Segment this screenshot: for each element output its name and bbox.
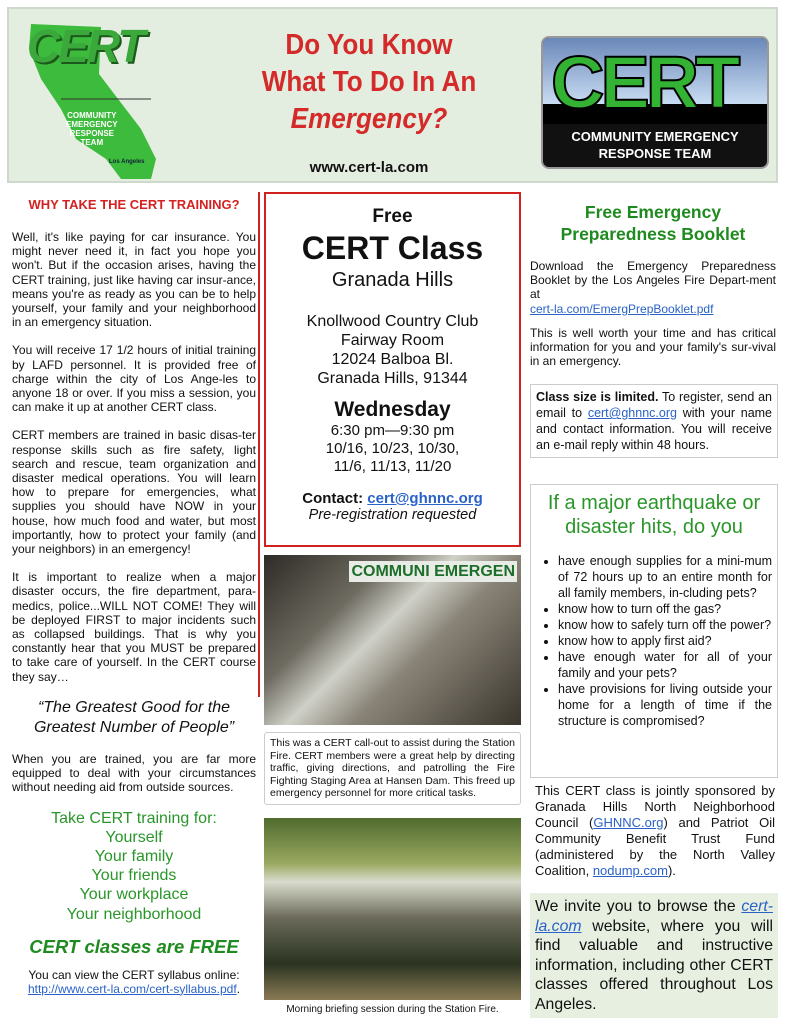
photo-briefing [264,818,521,1000]
list-item: • have provisions for living outside your home for a length of time if the structure is compromised? [558,681,772,729]
paragraph: You will receive 17 1/2 hours of initial training by LAFD personnel. It is provided free of charge within the city of Los Ange-les to anyone 18 or over. If you miss a session, you can make it up at another CERT class. [12,343,256,415]
photo-caption: This was a CERT call-out to assist during the Station Fire. CERT members were a great help by directing traffic, giving directions, and patrolling the Fire Fighting Staging Area at Hansen Dam. This freed up emergency personnel for more critical tasks. [264,732,521,805]
class-title: CERT Class [301,230,484,266]
why-cert-column [12,193,256,996]
list-item: • know how to apply first aid? [558,633,772,649]
booklet-heading: Free Emergency Preparedness Booklet [560,202,746,244]
earthquake-checklist: If a major earthquake or disaster hits, do you • have enough supplies for a mini-mum of 72 hours up to an entire month for all family members, in-cluding pets? • know how to turn off the gas? • know how to safely turn off the power? • know how to apply first aid? • have enough water for all of your family and your pets? • have provisions for living outside your home for a length of time if the structure is compromised? [530,484,778,778]
photo-cert-callout: COMMUNI EMERGEN [264,555,521,725]
syllabus: You can view the CERT syllabus online: http://www.cert-la.com/cert-syllabus.pdf. [27,967,241,996]
invite-box: We invite you to browse the cert-la.com website, where you will find valuable and instructive information, including other CERT classes offered throughout Los Angeles. [530,893,778,1018]
nodump-link[interactable]: nodump.com [592,863,668,878]
cert-la-link[interactable]: cert-la.com [535,898,773,935]
header-banner [7,7,778,183]
paragraph: It is important to realize when a major disaster occurs, the fire department, para-medics, police...WILL NOT COME! They will be deployed FIRST to major incidents such as collapsed buildings. That is why you constantly hear that you MUST be prepared to take care of yourself. In the CERT course they say… [12,570,256,684]
quote: “The Greatest Good for the Greatest Number of People” [33,698,235,736]
register-email-link[interactable]: cert@ghnnc.org [587,406,677,420]
website-url: www.cert-la.com [309,159,429,176]
paragraph: Well, it's like paying for car insurance. You might never need it, in fact you hope you won't. But if the occasion arises, having the CERT training, just like having car insur-ance, means you're as ready as you can be to help yourself, your family and your neighborhood in an emergency situation. [12,230,256,330]
address: Knollwood Country Club Fairway Room 12024 Balboa Bl. Granada Hills, 91344 [306,313,479,387]
registration-box: Class size is limited. To register, send an email to cert@ghnnc.org with your name and contact information. You will receive an e-mail reply within 48 hours. [530,384,778,458]
divider [258,192,260,697]
class-info-box: Free CERT Class Granada Hills Knollwood Country Club Fairway Room 12024 Balboa Bl. Granada Hills, 91344 Wednesday 6:30 pm—9:30 pm 10/16, 10/23, 10/30, 11/6, 11/13, 11/20 Contact: cert@ghnnc.org Pre-registration requested [264,192,521,547]
syllabus-link[interactable]: http://www.cert-la.com/cert-syllabus.pdf [27,981,237,996]
photo-caption: Morning briefing session during the Station Fire. [286,1004,499,1015]
cert-community-logo: CERT COMMUNITY EMERGENCY RESPONSE TEAM [541,36,769,169]
cert-california-logo: CERT COMMUNITY EMERGENCY RESPONSE TEAM Los Angeles [21,19,171,179]
take-training-list: Take CERT training for: Yourself Your family Your friends Your workplace Your neighborhood [51,809,217,923]
list-item: • know how to turn off the gas? [558,601,772,617]
why-heading: WHY TAKE THE CERT TRAINING? [28,197,240,212]
list-item: • have enough supplies for a mini-mum of 72 hours up to an entire month for all family members, in-cluding pets? [558,553,772,601]
booklet-section: Free Emergency Preparedness Booklet Download the Emergency Preparedness Booklet by the Los Angeles Fire Depart-ment at cert-la.com/EmergPrepBooklet.pdf This is well worth your time and has critical information for you and your family's sur-vival in an emergency. [530,202,776,369]
headline: Do You Know What To Do In An Emergency? [261,29,477,135]
list-item: • have enough water for all of your family and your pets? [558,649,772,681]
free-classes: CERT classes are FREE [29,935,239,957]
sponsors: This CERT class is jointly sponsored by Granada Hills North Neighborhood Council (GHNNC.org) and Patriot Oil Community Benefit Trust Fund (administered by the North Valley Coalition, nodump.com). [535,783,775,878]
ghnnc-link[interactable]: GHNNC.org [593,815,664,830]
booklet-link[interactable]: cert-la.com/EmergPrepBooklet.pdf [530,301,714,316]
paragraph: When you are trained, you are far more equipped to deal with your circumstances without needing aid from outside sources. [12,751,256,795]
paragraph: CERT members are trained in basic disas-ter response skills such as fire safety, light search and rescue, team organization and disaster medical operations. You will learn how to prepare for emergencies, what supplies you should have NOW in your house, how much food and water, but most importantly, how to protect your family (and your neighbors) in an emergency! [12,428,256,557]
contact-email-link[interactable]: cert@ghnnc.org [367,490,483,507]
list-item: • know how to safely turn off the power? [558,617,772,633]
